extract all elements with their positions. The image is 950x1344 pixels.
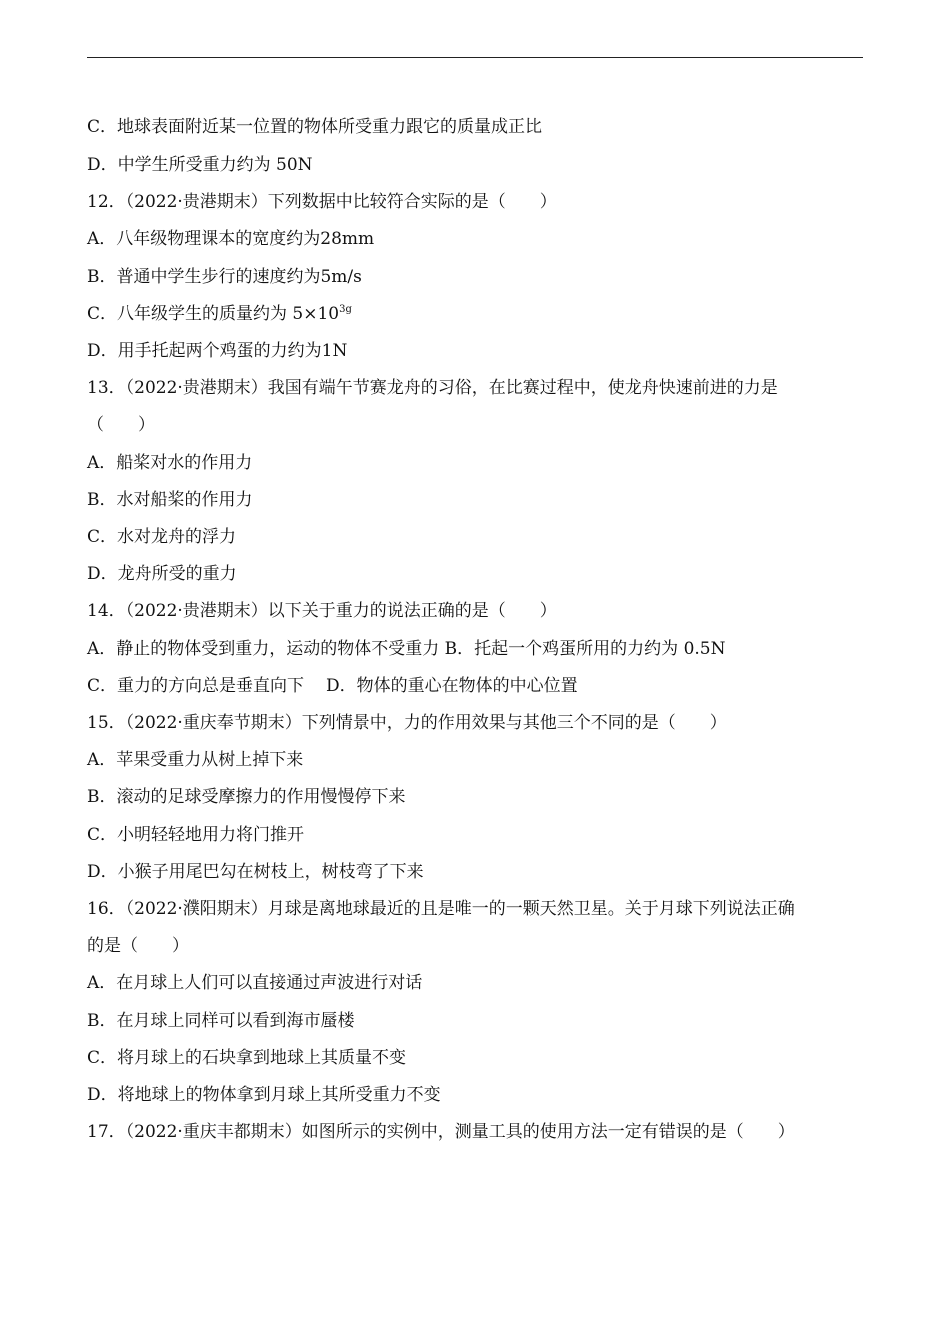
q12-option-c: [87, 301, 352, 327]
q12-option-c-unit: g: [345, 304, 352, 315]
q15-option-d: D．小猴子用尾巴勾在树枝上，树枝弯了下来: [87, 862, 424, 882]
q11-option-c: C．地球表面附近某一位置的物体所受重力跟它的质量成正比: [87, 117, 543, 137]
q15-option-b: B．滚动的足球受摩擦力的作用慢慢停下来: [87, 787, 406, 807]
header-rule: [87, 57, 863, 58]
q12-option-d: D．用手托起两个鸡蛋的力约为1N: [87, 341, 348, 361]
q14-option-cd: [87, 673, 578, 699]
q15-option-a: A．苹果受重力从树上掉下来: [87, 750, 304, 770]
q12-option-a: A．八年级物理课本的宽度约为28mm: [87, 229, 375, 249]
q14-stem: 14．（2022·贵港期末）以下关于重力的说法正确的是（ ）: [87, 601, 557, 621]
q13-option-c: C．水对龙舟的浮力: [87, 527, 237, 547]
q16-option-a: A．在月球上人们可以直接通过声波进行对话: [87, 973, 423, 993]
q14-option-c: C．重力的方向总是垂直向下: [87, 676, 305, 696]
q15-stem: 15．（2022·重庆奉节期末）下列情景中，力的作用效果与其他三个不同的是（ ）: [87, 713, 727, 733]
q14-option-d: D．物体的重心在物体的中心位置: [326, 676, 578, 696]
q11-option-d: D．中学生所受重力约为 50N: [87, 155, 313, 175]
q16-stem: 16．（2022·濮阳期末）月球是离地球最近的且是唯一的一颗天然卫星。关于月球下列说法正确: [87, 899, 795, 919]
q13-stem: 13．（2022·贵港期末）我国有端午节赛龙舟的习俗，在比赛过程中，使龙舟快速前进的力是: [87, 378, 778, 398]
q13-option-b: B．水对船桨的作用力: [87, 490, 253, 510]
q12-stem: 12．（2022·贵港期末）下列数据中比较符合实际的是（ ）: [87, 192, 557, 212]
q16-option-c: C．将月球上的石块拿到地球上其质量不变: [87, 1048, 407, 1068]
q12-option-c-text: C．八年级学生的质量约为 5×10: [87, 304, 340, 324]
q15-option-c: C．小明轻轻地用力将门推开: [87, 825, 305, 845]
q13-stem-cont: （ ）: [87, 415, 155, 435]
q17-stem: 17．（2022·重庆丰都期末）如图所示的实例中，测量工具的使用方法一定有错误的是（ ）: [87, 1122, 795, 1142]
q13-option-d: D．龙舟所受的重力: [87, 564, 237, 584]
q13-option-a: A．船桨对水的作用力: [87, 453, 253, 473]
q12-option-b: B．普通中学生步行的速度约为5m/s: [87, 267, 362, 287]
q16-stem-cont: 的是（ ）: [87, 936, 189, 956]
q12-option-c-exponent: 3: [339, 304, 346, 315]
q14-option-ab: A．静止的物体受到重力，运动的物体不受重力 B．托起一个鸡蛋所用的力约为 0.5N: [87, 639, 726, 659]
q16-option-b: B．在月球上同样可以看到海市蜃楼: [87, 1011, 355, 1031]
q16-option-d: D．将地球上的物体拿到月球上其所受重力不变: [87, 1085, 441, 1105]
